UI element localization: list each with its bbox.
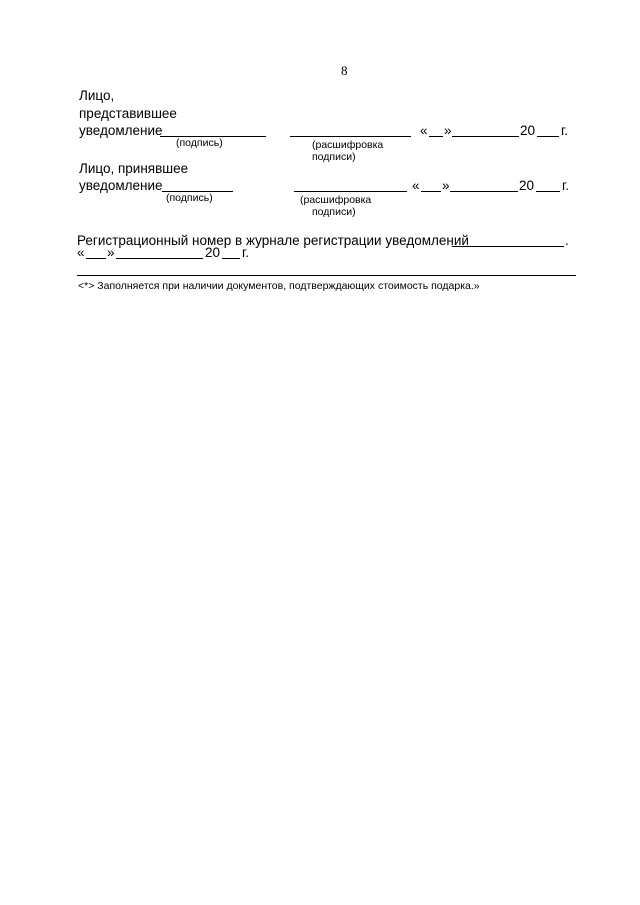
receiver-year-field[interactable] bbox=[536, 191, 560, 192]
registration-end-dot: . bbox=[565, 233, 569, 248]
receiver-quote-close: » bbox=[442, 178, 450, 193]
submitter-label-line2: представившее bbox=[79, 106, 177, 121]
registration-day-field[interactable] bbox=[86, 258, 106, 259]
submitter-signature-caption: (подпись) bbox=[176, 137, 223, 149]
registration-year-suffix: г. bbox=[242, 245, 250, 260]
submitter-quote-close: » bbox=[444, 123, 452, 138]
submitter-year-field[interactable] bbox=[537, 136, 559, 137]
receiver-month-field[interactable] bbox=[450, 191, 518, 192]
footnote-text: <*> Заполняется при наличии документов, подтверждающих стоимость подарка.» bbox=[78, 280, 480, 292]
receiver-quote-open: « bbox=[412, 178, 420, 193]
receiver-decode-caption-1: (расшифровка bbox=[300, 194, 372, 206]
receiver-signature-caption: (подпись) bbox=[166, 192, 213, 204]
submitter-year-prefix: 20 bbox=[520, 123, 536, 138]
registration-year-field[interactable] bbox=[222, 258, 240, 259]
registration-quote-close: » bbox=[107, 245, 115, 260]
submitter-quote-open: « bbox=[420, 123, 428, 138]
receiver-label-line1: Лицо, принявшее bbox=[79, 161, 189, 176]
submitter-label-line1: Лицо, bbox=[79, 88, 115, 103]
registration-year-prefix: 20 bbox=[205, 245, 221, 260]
registration-month-field[interactable] bbox=[116, 258, 203, 259]
receiver-year-prefix: 20 bbox=[519, 178, 535, 193]
footnote-separator bbox=[77, 275, 576, 276]
registration-label: Регистрационный номер в журнале регистрации уведомлений bbox=[77, 233, 469, 248]
page-number: 8 bbox=[341, 63, 348, 78]
submitter-day-field[interactable] bbox=[429, 136, 443, 137]
submitter-year-suffix: г. bbox=[561, 123, 569, 138]
submitter-label-line3: уведомление bbox=[79, 123, 163, 138]
receiver-decode-caption-2: подписи) bbox=[312, 206, 356, 218]
submitter-decode-caption-1: (расшифровка bbox=[312, 139, 384, 151]
submitter-month-field[interactable] bbox=[452, 136, 519, 137]
receiver-day-field[interactable] bbox=[421, 191, 441, 192]
submitter-decode-caption-2: подписи) bbox=[312, 151, 356, 163]
registration-number-field[interactable] bbox=[452, 246, 564, 247]
receiver-decode-field[interactable] bbox=[294, 191, 407, 192]
registration-quote-open: « bbox=[77, 245, 85, 260]
submitter-decode-field[interactable] bbox=[290, 136, 411, 137]
receiver-label-line2: уведомление bbox=[79, 178, 163, 193]
receiver-year-suffix: г. bbox=[562, 178, 570, 193]
